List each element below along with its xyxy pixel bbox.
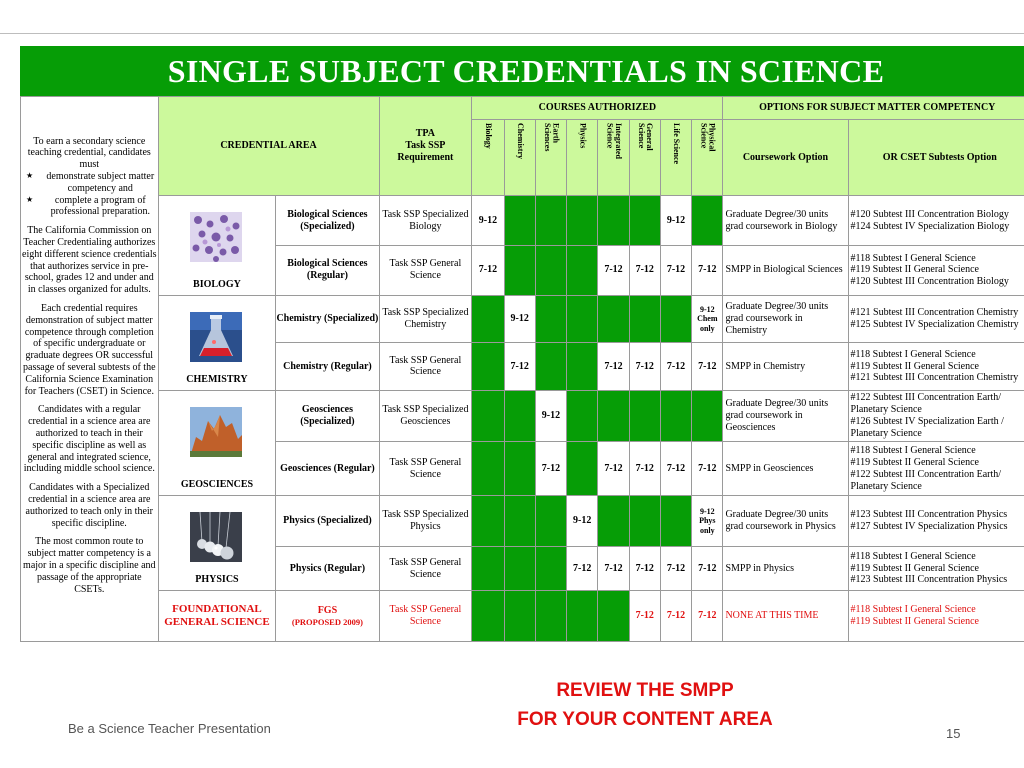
table-row bbox=[21, 295, 1024, 343]
coursework-option-header: Coursework Option bbox=[723, 120, 848, 196]
area-foundational-general-science: FOUNDATIONAL GENERAL SCIENCE bbox=[158, 591, 276, 642]
area-label: CHEMISTRY bbox=[186, 373, 248, 385]
grade-cell: 7-12 bbox=[629, 591, 660, 642]
course-header-life-science bbox=[660, 120, 691, 196]
tpa-requirement: Task SSP General Science bbox=[379, 245, 472, 295]
coursework-option: NONE AT THIS TIME bbox=[723, 591, 848, 642]
geosciences-rock-icon bbox=[190, 407, 242, 457]
cset-subtest: #127 Subtest IV Specialization Physics bbox=[850, 520, 1008, 532]
course-header-general-science bbox=[629, 120, 660, 196]
coursework-option: Graduate Degree/30 units grad coursework in Geosciences bbox=[723, 390, 848, 442]
area-geosciences bbox=[158, 390, 276, 495]
cset-subtest: #119 Subtest II General Science bbox=[850, 562, 979, 574]
credential-name: Biological Sciences (Specialized) bbox=[276, 196, 379, 246]
review-smpp-callout bbox=[440, 676, 850, 734]
cset-subtests bbox=[848, 496, 1024, 547]
sidebar-paragraph: Candidates with a Specialized credential in a science area are authorized to teach only in their specific discipline. bbox=[25, 482, 154, 529]
credential-name: Chemistry (Regular) bbox=[276, 343, 379, 391]
coursework-option: SMPP in Geosciences bbox=[723, 442, 848, 496]
grade-cell: 7-12 bbox=[692, 442, 723, 496]
table-row bbox=[21, 390, 1024, 442]
review-line: REVIEW THE SMPP bbox=[556, 680, 734, 701]
grade-cell: 7-12 bbox=[629, 546, 660, 591]
course-header-biology bbox=[472, 120, 504, 196]
grade-cell bbox=[598, 196, 629, 246]
sidebar-paragraph: The most common route to subject matter competency is a major in a specific discipline and passage of the appropriate CSETs. bbox=[23, 536, 156, 595]
cset-subtests bbox=[848, 390, 1024, 442]
grade-cell: 7-12 bbox=[660, 546, 691, 591]
slide-title: SINGLE SUBJECT CREDENTIALS IN SCIENCE bbox=[20, 46, 1024, 96]
credential-name: Geosciences (Regular) bbox=[276, 442, 379, 496]
grade-cell: 7-12 bbox=[504, 343, 535, 391]
grade-cell: 7-12 bbox=[692, 546, 723, 591]
cset-subtests bbox=[848, 245, 1024, 295]
top-divider bbox=[0, 33, 1024, 34]
grade-cell bbox=[598, 591, 629, 642]
credential-name: Geosciences (Specialized) bbox=[276, 390, 379, 442]
grade-cell bbox=[504, 442, 535, 496]
grade-cell bbox=[504, 390, 535, 442]
grade-cell: 7-12 bbox=[660, 591, 691, 642]
course-header-integrated-science bbox=[598, 120, 629, 196]
grade-cell bbox=[472, 343, 504, 391]
grade-cell bbox=[567, 245, 598, 295]
grade-cell bbox=[567, 343, 598, 391]
grade-cell: 7-12 bbox=[598, 245, 629, 295]
cset-subtest: #126 Subtest IV Specialization Earth / Planetary Science bbox=[850, 416, 1004, 439]
sidebar-bullets bbox=[21, 171, 158, 218]
area-chemistry bbox=[158, 295, 276, 390]
cset-subtest: #122 Subtest III Concentration Earth/ Planetary Science bbox=[850, 392, 1002, 416]
table-row bbox=[21, 496, 1024, 547]
grade-cell: 7-12 bbox=[598, 546, 629, 591]
cset-subtest: #119 Subtest II General Science bbox=[850, 616, 979, 628]
grade-cell: 9-12 bbox=[660, 196, 691, 246]
credential-area-header: CREDENTIAL AREA bbox=[158, 97, 379, 196]
grade-cell bbox=[535, 196, 566, 246]
sidebar-bullet: ★ demonstrate subject matter competency and bbox=[43, 171, 158, 195]
grade-cell bbox=[692, 196, 723, 246]
grade-cell bbox=[535, 245, 566, 295]
cset-subtest: #121 Subtest III Concentration Chemistry bbox=[850, 372, 1019, 384]
credential-name: Physics (Specialized) bbox=[276, 496, 379, 547]
grade-cell bbox=[535, 343, 566, 391]
grade-cell bbox=[504, 546, 535, 591]
grade-cell: 7-12 bbox=[692, 343, 723, 391]
biology-cells-icon bbox=[190, 212, 242, 262]
sidebar-paragraph: The California Commission on Teacher Credentialing authorizes eight different science credentials that authorizes service in pre-school, grades 12 and under and in classes organized for adults. bbox=[22, 225, 157, 296]
grade-cell: 9-12 bbox=[504, 295, 535, 343]
review-line: FOR YOUR CONTENT AREA bbox=[517, 709, 773, 730]
cset-subtests bbox=[848, 343, 1024, 391]
tpa-requirement: Task SSP Specialized Chemistry bbox=[379, 295, 472, 343]
tpa-requirement: Task SSP General Science bbox=[379, 343, 472, 391]
grade-cell bbox=[598, 496, 629, 547]
cset-subtest: #119 Subtest II General Science bbox=[850, 456, 979, 468]
grade-cell bbox=[660, 390, 691, 442]
cset-subtest: #118 Subtest I General Science bbox=[850, 550, 976, 562]
grade-cell bbox=[472, 591, 504, 642]
grade-cell bbox=[660, 496, 691, 547]
footer-text: Be a Science Teacher Presentation bbox=[68, 721, 271, 736]
sidebar-intro: To earn a secondary science teaching credential, candidates must bbox=[27, 135, 151, 171]
tpa-requirement: Task SSP Specialized Geosciences bbox=[379, 390, 472, 442]
grade-cell bbox=[535, 546, 566, 591]
credential-note: (PROPOSED 2009) bbox=[291, 617, 363, 628]
course-header-earth-sciences bbox=[535, 120, 566, 196]
cset-subtest: #118 Subtest I General Science bbox=[850, 348, 976, 360]
grade-cell bbox=[504, 196, 535, 246]
grade-cell bbox=[567, 390, 598, 442]
coursework-option: Graduate Degree/30 units grad coursework in Physics bbox=[723, 496, 848, 547]
cset-subtests bbox=[848, 295, 1024, 343]
cset-subtest: #125 Subtest IV Specialization Chemistry bbox=[850, 318, 1019, 330]
grade-cell bbox=[598, 295, 629, 343]
course-header-physics bbox=[567, 120, 598, 196]
grade-cell bbox=[472, 496, 504, 547]
cset-subtest: #120 Subtest III Concentration Biology bbox=[850, 276, 1009, 288]
sidebar-text bbox=[21, 97, 159, 642]
course-header-label: Earth Sciences bbox=[542, 123, 561, 152]
cset-subtests bbox=[848, 546, 1024, 591]
grade-cell bbox=[472, 390, 504, 442]
sidebar-paragraph: Candidates with a regular credential in a science area are authorized to teach in their specific discipline as well as general and integrated science, including middle school science. bbox=[23, 404, 155, 475]
grade-cell: 7-12 bbox=[629, 245, 660, 295]
grade-cell bbox=[660, 295, 691, 343]
cset-subtests bbox=[848, 442, 1024, 496]
area-biology bbox=[158, 196, 276, 295]
course-header-label: Chemistry bbox=[515, 123, 525, 160]
credential-name: Physics (Regular) bbox=[276, 546, 379, 591]
grade-cell bbox=[535, 591, 566, 642]
grade-cell bbox=[629, 196, 660, 246]
grade-cell: 7-12 bbox=[598, 442, 629, 496]
grade-cell: 7-12 bbox=[472, 245, 504, 295]
grade-cell: 7-12 bbox=[692, 591, 723, 642]
grade-cell bbox=[567, 196, 598, 246]
cset-subtest: #118 Subtest I General Science bbox=[850, 252, 976, 264]
course-header-physical-science bbox=[692, 120, 723, 196]
credential-code: FGS bbox=[317, 605, 338, 617]
grade-cell: 7-12 bbox=[660, 343, 691, 391]
course-header-label: Physics bbox=[578, 123, 588, 149]
course-header-label: General Science bbox=[636, 123, 655, 151]
grade-cell: 9-12 bbox=[535, 390, 566, 442]
grade-cell: 7-12 bbox=[629, 343, 660, 391]
grade-cell: 9-12 bbox=[567, 496, 598, 547]
chemistry-flask-icon bbox=[190, 312, 242, 362]
grade-cell bbox=[472, 546, 504, 591]
cset-subtest: #119 Subtest II General Science bbox=[850, 264, 979, 276]
table-row bbox=[21, 591, 1024, 642]
cset-subtest: #121 Subtest III Concentration Chemistry bbox=[850, 307, 1019, 319]
cset-subtest: #123 Subtest III Concentration Physics bbox=[850, 509, 1008, 521]
grade-cell bbox=[472, 442, 504, 496]
grade-cell: 7-12 bbox=[629, 442, 660, 496]
grade-cell: 9-12 bbox=[472, 196, 504, 246]
tpa-requirement: Task SSP General Science bbox=[379, 442, 472, 496]
grade-cell: 7-12 bbox=[567, 546, 598, 591]
cset-subtests bbox=[848, 591, 1024, 642]
grade-cell: 7-12 bbox=[660, 245, 691, 295]
grade-cell bbox=[629, 295, 660, 343]
tpa-requirement: Task SSP General Science bbox=[379, 591, 472, 642]
coursework-option: SMPP in Physics bbox=[723, 546, 848, 591]
sidebar-bullet: ★ complete a program of professional preparation. bbox=[43, 195, 158, 219]
area-label: GEOSCIENCES bbox=[180, 479, 254, 491]
cset-subtest: #120 Subtest III Concentration Biology bbox=[850, 208, 1009, 220]
grade-cell bbox=[567, 295, 598, 343]
grade-cell bbox=[567, 591, 598, 642]
cset-subtest: #118 Subtest I General Science bbox=[850, 445, 976, 457]
grade-cell: 7-12 bbox=[692, 245, 723, 295]
course-header-label: Biology bbox=[484, 123, 494, 150]
cset-subtest: #123 Subtest III Concentration Physics bbox=[850, 574, 1008, 586]
cset-subtest: #122 Subtest III Concentration Earth/ Planetary Science bbox=[850, 468, 1002, 492]
coursework-option: SMPP in Biological Sciences bbox=[723, 245, 848, 295]
coursework-option: SMPP in Chemistry bbox=[723, 343, 848, 391]
area-label: BIOLOGY bbox=[193, 278, 241, 290]
area-physics bbox=[158, 496, 276, 591]
cset-subtest: #119 Subtest II General Science bbox=[850, 360, 979, 372]
sidebar-paragraph: Each credential requires demonstration of subject matter competence through completion of specific undergraduate or graduate degrees OR successful passage of several subtests of the California Science Examination for Teachers (CSET) in Science. bbox=[23, 303, 156, 397]
grade-cell: 7-12 bbox=[535, 442, 566, 496]
options-header: OPTIONS FOR SUBJECT MATTER COMPETENCY bbox=[723, 97, 1024, 120]
grade-cell bbox=[629, 390, 660, 442]
cset-subtest: #124 Subtest IV Specialization Biology bbox=[850, 220, 1010, 232]
grade-cell bbox=[535, 496, 566, 547]
course-header-label: Life Science bbox=[672, 123, 682, 165]
tpa-requirement: Task SSP General Science bbox=[379, 546, 472, 591]
grade-cell: 9-12 Phys only bbox=[692, 496, 723, 547]
grade-cell bbox=[629, 496, 660, 547]
courses-authorized-header: COURSES AUTHORIZED bbox=[472, 97, 723, 120]
tpa-requirement: Task SSP Specialized Physics bbox=[379, 496, 472, 547]
cset-subtest: #118 Subtest I General Science bbox=[850, 604, 976, 616]
grade-cell bbox=[535, 295, 566, 343]
page-number: 15 bbox=[946, 726, 961, 741]
tpa-header: TPA Task SSP Requirement bbox=[379, 97, 472, 196]
grade-cell bbox=[504, 245, 535, 295]
grade-cell: 7-12 bbox=[598, 343, 629, 391]
physics-cradle-icon bbox=[190, 512, 242, 562]
grade-cell bbox=[504, 496, 535, 547]
course-header-chemistry bbox=[504, 120, 535, 196]
credential-name bbox=[276, 591, 379, 642]
course-header-label: Physical Science bbox=[699, 123, 717, 152]
course-header-label: Integrated Science bbox=[605, 123, 623, 160]
credential-name: Biological Sciences (Regular) bbox=[276, 245, 379, 295]
grade-cell: 9-12 Chem only bbox=[692, 295, 723, 343]
tpa-requirement: Task SSP Specialized Biology bbox=[379, 196, 472, 246]
cset-option-header: OR CSET Subtests Option bbox=[848, 120, 1024, 196]
coursework-option: Graduate Degree/30 units grad coursework in Biology bbox=[723, 196, 848, 246]
cset-subtests bbox=[848, 196, 1024, 246]
grade-cell bbox=[472, 295, 504, 343]
credential-name: Chemistry (Specialized) bbox=[276, 295, 379, 343]
grade-cell bbox=[567, 442, 598, 496]
coursework-option: Graduate Degree/30 units grad coursework in Chemistry bbox=[723, 295, 848, 343]
grade-cell: 7-12 bbox=[660, 442, 691, 496]
grade-cell bbox=[504, 591, 535, 642]
grade-cell bbox=[598, 390, 629, 442]
area-label: PHYSICS bbox=[195, 574, 239, 586]
credentials-table bbox=[20, 96, 1024, 642]
grade-cell bbox=[692, 390, 723, 442]
table-row bbox=[21, 196, 1024, 246]
